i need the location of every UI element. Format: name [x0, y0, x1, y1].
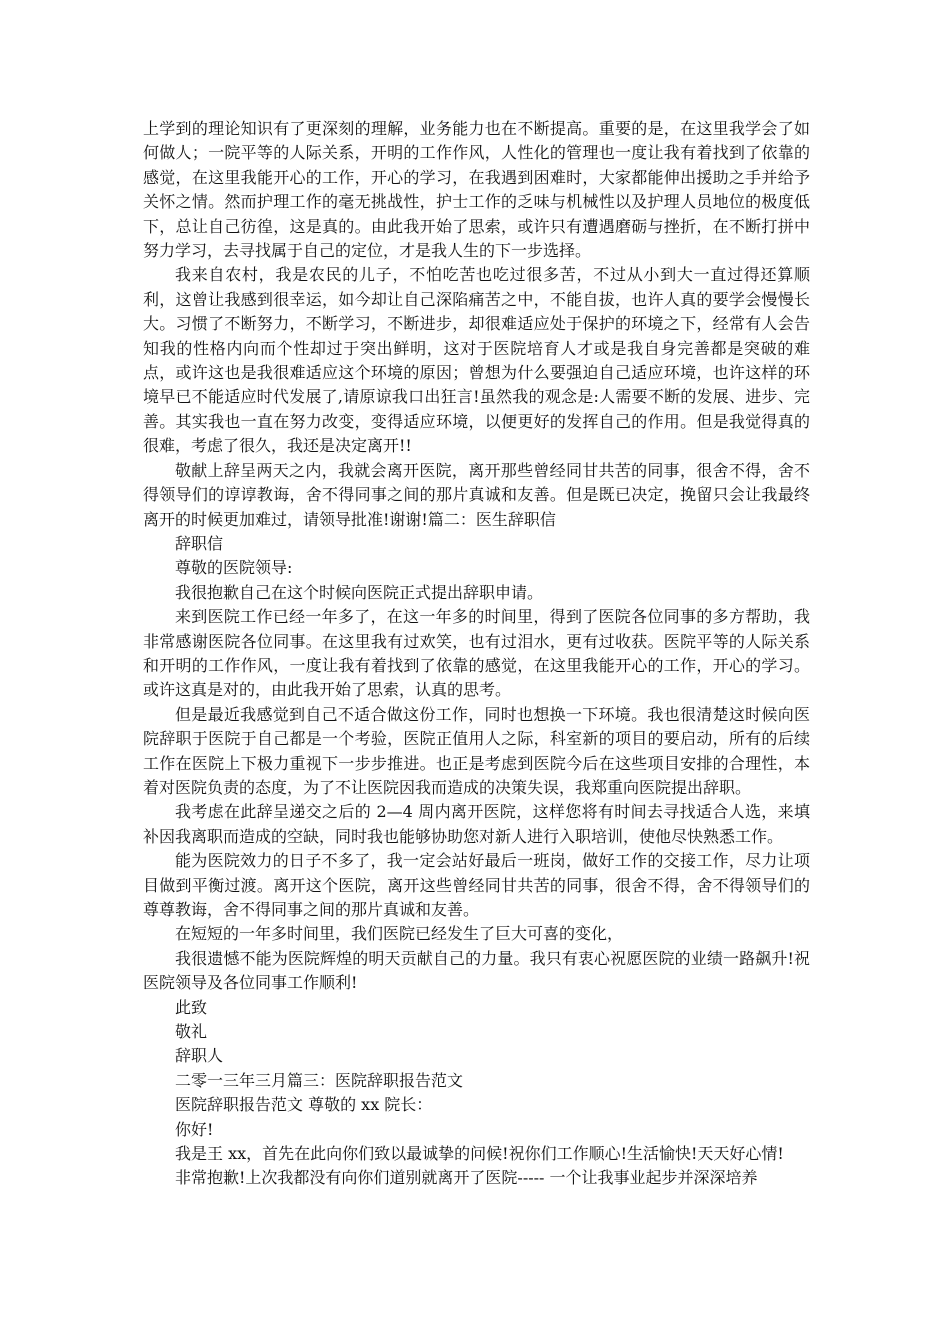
- paragraph-11: 在短短的一年多时间里，我们医院已经发生了巨大可喜的变化，: [175, 924, 624, 944]
- section-heading: 医院辞职报告范文 尊敬的 xx 院长：: [175, 1095, 433, 1115]
- paragraph-7: 来到医院工作已经一年多了，在这一年多的时间里，得到了医院各位同事的多方帮助，我非常感谢医院各位同事。在这里我有过欢笑，也有过泪水，更有过收获。医院平等的人际关系和开明的工作作风，一度让我有着找到了依靠的感觉，在这里我能开心的工作，开心的学习。或许这真是对的，由此我开始了思索，认真的思考。: [143, 607, 810, 700]
- closing-1: 此致: [175, 997, 208, 1017]
- paragraph-3: 敬献上辞呈两天之内，我就会离开医院，离开那些曾经同甘共苦的同事，很舍不得，舍不得领导们的谆谆教诲，舍不得同事之间的那片真诚和友善。但是既已决定，挽留只会让我最终离开的时候更加难过，请领导批准!谢谢!篇二：医生辞职信: [143, 460, 810, 529]
- paragraph-6: 我很抱歉自己在这个时候向医院正式提出辞职申请。: [175, 582, 544, 602]
- paragraph-20: 非常抱歉!上次我都没有向你们道别就离开了医院----- 一个让我事业起步并深深培养: [175, 1168, 758, 1188]
- paragraph-19: 我是王 xx，首先在此向你们致以最诚挚的问候!祝你们工作顺心!生活愉快!天天好心情!: [175, 1144, 784, 1164]
- paragraph-2: 我来自农村，我是农民的儿子，不怕吃苦也吃过很多苦，不过从小到大一直过得还算顺利，这曾让我感到很幸运，如今却让自己深陷痛苦之中，不能自拔，也许人真的要学会慢慢长大。习惯了不断努力，不断学习，不断进步，却很难适应处于保护的环境之下，经常有人会告知我的性格内向而个性却过于突出鲜明，这对于医院培育人才或是我自身完善都是突破的难点，或许这也是我很难适应这个环境的原因；曾想为什么要强迫自己适应环境，也许这样的环境早已不能适应时代发展了,请原谅我口出狂言!虽然我的观念是:人需要不断的发展、进步、完善。其实我也一直在努力改变，变得适应环境，以便更好的发挥自己的作用。但是我觉得真的很难，考虑了很久，我还是决定离开!!: [143, 265, 810, 456]
- paragraph-8: 但是最近我感觉到自己不适合做这份工作，同时也想换一下环境。我也很清楚这时候向医院辞职于医院于自己都是一个考验，医院正值用人之际，科室新的项目的要启动，所有的后续工作在医院上下极力重视下一步步推进。也正是考虑到医院今后在这些项目安排的合理性，本着对医院负责的态度，为了不让医院因我而造成的决策失误，我郑重向医院提出辞职。: [143, 704, 810, 797]
- document-page: [143, 117, 810, 1191]
- letter-title: 辞职信: [175, 533, 224, 553]
- signature: 辞职人: [175, 1046, 224, 1066]
- date-line: 二零一三年三月篇三：医院辞职报告范文: [175, 1070, 464, 1090]
- paragraph-12: 我很遗憾不能为医院辉煌的明天贡献自己的力量。我只有衷心祝愿医院的业绩一路飙升!祝医院领导及各位同事工作顺利!: [143, 948, 810, 993]
- paragraph-1: 上学到的理论知识有了更深刻的理解，业务能力也在不断提高。重要的是，在这里我学会了如何做人；一院平等的人际关系，开明的工作作风，人性化的管理也一度让我有着找到了依靠的感觉，在这里我能开心的工作，开心的学习，在我遇到困难时，大家都能伸出援助之手并给予关怀之情。然而护理工作的毫无挑战性，护士工作的乏味与机械性以及护理人员地位的极度低下，总让自己彷徨，这是真的。由此我开始了思索，或许只有遭遇磨砺与挫折，在不断打拼中努力学习，去寻找属于自己的定位，才是我人生的下一步选择。: [143, 119, 810, 261]
- closing-2: 敬礼: [175, 1022, 208, 1042]
- paragraph-10: 能为医院效力的日子不多了，我一定会站好最后一班岗，做好工作的交接工作，尽力让项目做到平衡过渡。离开这个医院，离开这些曾经同甘共苦的同事，很舍不得，舍不得领导们的尊尊教诲，舍不得同事之间的那片真诚和友善。: [143, 851, 810, 919]
- salutation: 尊敬的医院领导:: [175, 558, 293, 578]
- greeting: 你好!: [175, 1119, 214, 1139]
- paragraph-9: 我考虑在此辞呈递交之后的 2—4 周内离开医院，这样您将有时间去寻找适合人选，来填补因我离职而造成的空缺，同时我也能够协助您对新人进行入职培训，使他尽快熟悉工作。: [143, 802, 810, 846]
